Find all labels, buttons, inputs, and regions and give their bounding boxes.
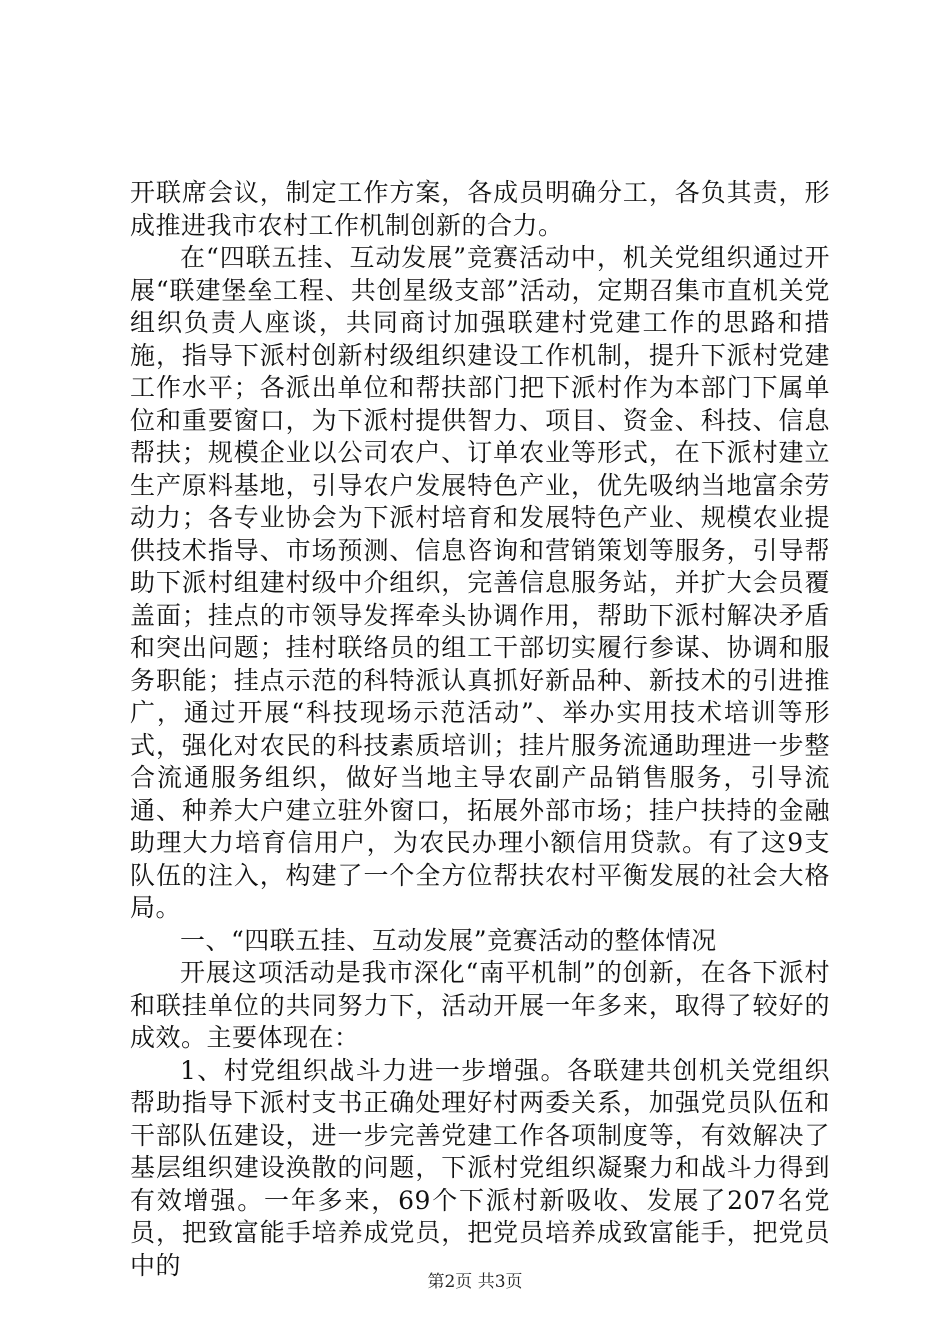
paragraph-activity-overview: 在“四联五挂、互动发展”竞赛活动中，机关党组织通过开展“联建堡垒工程、共创星级支部”活动，定期召集市直机关党组织负责人座谈，共同商讨加强联建村党建工作的思路和措施，指导下派村创新村级组织建设工作机制，提升下派村党建工作水平；各派出单位和帮扶部门把下派村作为本部门下属单位和重要窗口，为下派村提供智力、项目、资金、科技、信息帮扶；规模企业以公司农户、订单农业等形式，在下派村建立生产原料基地，引导农户发展特色产业，优先吸纳当地富余劳动力；各专业协会为下派村培育和发展特色产业、规模农业提供技术指导、市场预测、信息咨询和营销策划等服务，引导帮助下派村组建村级中介组织，完善信息服务站，并扩大会员覆盖面；挂点的市领导发挥牵头协调作用，帮助下派村解决矛盾和突出问题；挂村联络员的组工干部切实履行参谋、协调和服务职能；挂点示范的科特派认真抓好新品种、新技术的引进推广，通过开展“科技现场示范活动”、举办实用技术培训等形式，强化对农民的科技素质培训；挂片服务流通助理进一步整合流通服务组织，做好当地主导农副产品销售服务，引导流通、种养大户建立驻外窗口，拓展外部市场；挂户扶持的金融助理大力培育信用户，为农民办理小额信用贷款。有了这9支队伍的注入，构建了一个全方位帮扶农村平衡发展的社会大格局。 [130,243,830,922]
paragraph-point-1: 1、村党组织战斗力进一步增强。各联建共创机关党组织帮助指导下派村支书正确处理好村两委关系，加强党员队伍和干部队伍建设，进一步完善党建工作各项制度等，有效解决了基层组织建设涣散的问题，下派村党组织凝聚力和战斗力得到有效增强。一年多来，69个下派村新吸收、发展了207名党员，把致富能手培养成党员，把党员培养成致富能手，把党员中的 [130,1055,830,1280]
section-heading: 一、“四联五挂、互动发展”竞赛活动的整体情况 [180,925,717,955]
page-footer: 第2页 共3页 [427,1272,523,1292]
paragraph-continuation: 开联席会议，制定工作方案，各成员明确分工，各负其责，形成推进我市农村工作机制创新的合力。 [130,178,830,240]
paragraph-intro: 开展这项活动是我市深化“南平机制”的创新，在各下派村和联挂单位的共同努力下，活动开展一年多来，取得了较好的成效。主要体现在： [130,958,830,1052]
document-body [130,177,830,1282]
